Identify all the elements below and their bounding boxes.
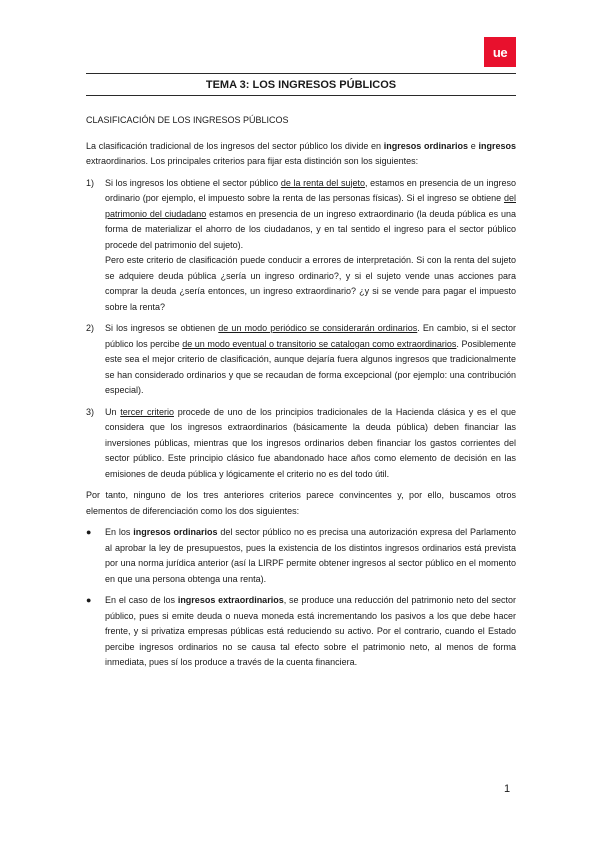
document-body [86, 113, 516, 677]
title-top-rule [86, 73, 516, 74]
bullet-icon: ● [86, 595, 92, 605]
criterion-1-note: Pero este criterio de clasificación puede conducir a errores de interpretación. Si con la renta del sujeto se adquiere deuda pública ¿sería un ingreso ordinario?, y si el sujeto vende unas acciones para comprar la deuda ¿sería entonces, un ingreso extraordinario? ¿y si se vende para pagar el impuesto sobre la renta? [105, 255, 516, 312]
criterion-2-marker: 2) [86, 323, 95, 333]
title-bottom-rule [86, 95, 516, 96]
criterion-3-text: Un tercer criterio procede de uno de los principios tradicionales de la Hacienda clásica y es el que considera que los ingresos extraordinarios (básicamente la deuda pública) deben financiar las inversiones públicas, mientras que los ingresos ordinarios deben financiar los gastos corrientes del sector público. Este principio clásico fue abandonado hace años como elemento de decisión en las emisiones de deuda pública y lógicamente el criterio no es del todo útil. [105, 406, 516, 479]
section-heading: CLASIFICACIÓN DE LOS INGRESOS PÚBLICOS [86, 115, 289, 125]
criterion-1-marker: 1) [86, 177, 95, 188]
criterion-1 [86, 176, 516, 316]
page-number: 1 [504, 783, 511, 795]
bullet-extraordinarios-text: En el caso de los ingresos extraordinarios, se produce una reducción del patrimonio neto del sector público, pues si emite deuda o nueva moneda está incrementando los pasivos a los que debe hacer frente, y si privatiza empresas públicas está reduciendo su activo. Por el contrario, cuando el Estado percibe ingresos ordinarios no se causa tal efecto sobre el patrimonio neto, al menos de forma inmediata, pues sí los produce a través de la cuenta financiera. [105, 595, 517, 667]
bullet-ordinarios-text: En los ingresos ordinarios del sector público no es precisa una autorización expresa del Parlamento al aprobar la ley de presupuestos, pues la existencia de los distintos ingresos ordinarios está prevista por una norma jurídica anterior (así la LIRPF permite obtener ingresos al sector público en el momento en que una persona obtenga una renta). [105, 527, 517, 584]
transition-paragraph: Por tanto, ninguno de los tres anteriores criterios parece convincentes y, por ello, buscamos otros elementos de diferenciación como los dos siguientes: [86, 490, 516, 516]
criterion-3 [86, 405, 516, 483]
intro-paragraph: La clasificación tradicional de los ingresos del sector público los divide en ingresos ordinarios e ingresos extraordinarios. Los principales criterios para fijar esta distinción son los siguientes: [86, 140, 516, 166]
university-logo: ue [484, 37, 516, 67]
bullet-icon: ● [86, 527, 92, 537]
criterion-2-text: Si los ingresos se obtienen de un modo periódico se considerarán ordinarios. En cambio, si el sector público los percibe de un modo eventual o transitorio se catalogan como extraordinarios. Posiblemente este sea el mejor criterio de clasificación, aunque dejaría fuera algunos ingresos que tradicionalmente se han considerado ordinarios y que se recaudan de forma excepcional (por ejemplo: una contribución especial). [105, 323, 516, 395]
criterion-3-marker: 3) [86, 406, 95, 417]
bullet-extraordinarios [86, 593, 516, 671]
bullet-ordinarios [86, 525, 516, 587]
criterion-1-text: Si los ingresos los obtiene el sector público de la renta del sujeto, estamos en presencia de un ingreso ordinario (por ejemplo, el impuesto sobre la renta de las personas físicas). Si el ingreso se obtiene del patrimonio del ciudadano estamos en presencia de un ingreso extraordinario (la deuda pública es una forma de materializar el ahorro de los ciudadanos, y en tal sentido el ingreso para el sector público procede del patrimonio del sujeto). Pero este criterio de clasificación puede conducir a errores de interpretación. Si con la renta del sujeto se adquiere deuda pública ¿sería un ingreso ordinario?, y si el sujeto vende unas acciones para comprar la deuda ¿sería entonces, un ingreso extraordinario? ¿y si se vende para pagar el impuesto sobre la renta? [105, 176, 516, 316]
criterion-2 [86, 321, 516, 399]
page-title: TEMA 3: LOS INGRESOS PÚBLICOS [205, 79, 397, 91]
